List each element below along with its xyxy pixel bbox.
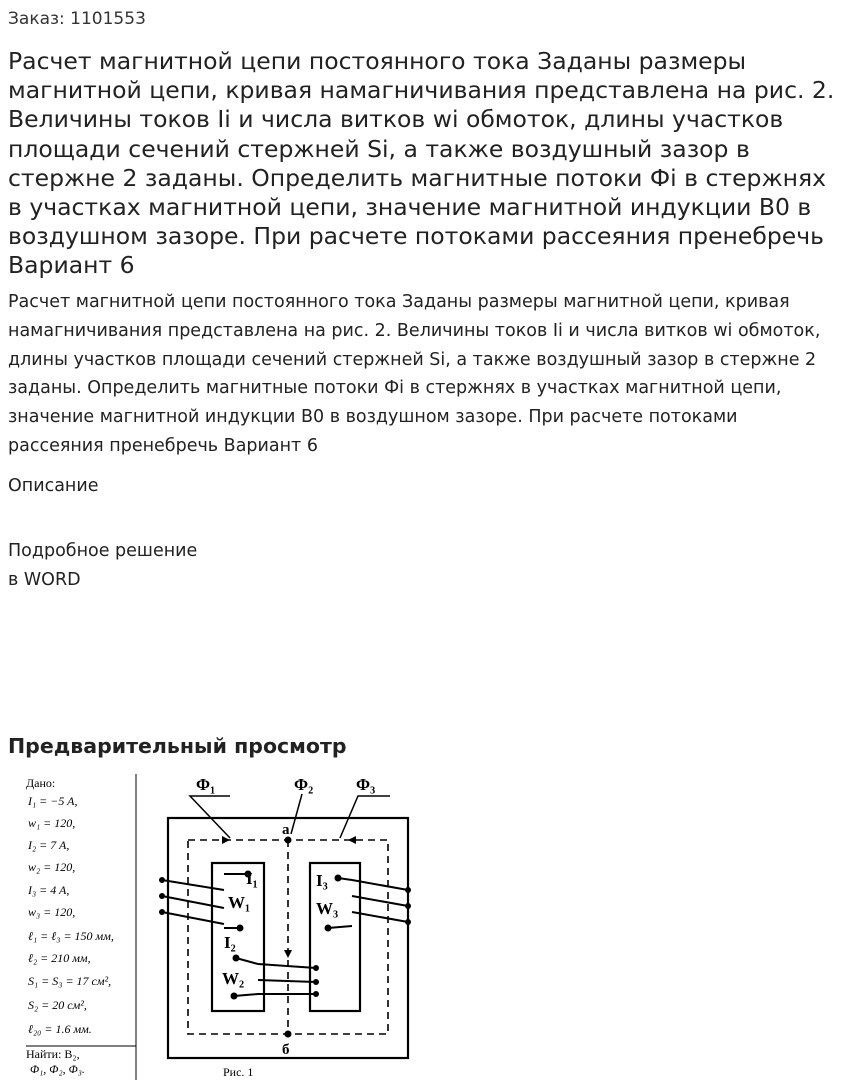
label-node-a: а [282,822,290,838]
label-i3: I₃ [316,871,328,890]
solution-line-1: Подробное решение [8,541,198,561]
given-heading: Дано: [26,776,56,790]
label-node-b: б [282,1042,290,1058]
page-title: Расчет магнитной цепи постоянного тока Заданы размеры магнитной цепи, кривая намагничивания представлена на рис. 2. Величины токов Ii и числа витков wi обмоток, длины участков площади сечений стержней Si, а также воздушный зазор в стержне 2 заданы. Определить магнитные потоки Фi в стержнях в участках магнитной цепи, значение магнитной индукции B0 в воздушном зазоре. При расчете потоками рассеяния пренебречь Вариант 6 [8,47,835,280]
given-line: w₃ = 120, [28,905,76,919]
label-phi2: Φ₂ [294,775,314,794]
label-w2: W₂ [222,969,245,988]
order-number: Заказ: 1101553 [8,9,146,29]
label-phi3: Φ₃ [356,775,376,794]
label-i1: I₁ [246,869,258,888]
flux-leaders [190,794,390,838]
given-line: I₂ = 7 A, [28,838,70,852]
given-line: ℓ₂ = 210 мм, [28,951,91,965]
preview-heading: Предварительный просмотр [8,734,347,758]
node-b [285,1031,292,1038]
given-line: I₁ = −5 A, [28,794,78,808]
given-line: ℓ₂₀ = 1.6 мм. [28,1022,92,1036]
flux-arrow [284,950,292,958]
find-line-1: Найти: B₂, [26,1047,80,1061]
find-line-2: Φ₁, Φ₂, Φ₃. [30,1062,85,1076]
flux-arrow [348,836,356,844]
description-label: Описание [8,476,99,496]
given-line: I₃ = 4 A, [28,883,70,897]
label-phi1: Φ₁ [196,775,216,794]
flux-path [188,840,388,1034]
task-text: Расчет магнитной цепи постоянного тока Заданы размеры магнитной цепи, кривая намагничивания представлена на рис. 2. Величины токов Ii и числа витков wi обмоток, длины участков площади сечений стержней Si, а также воздушный зазор в стержне 2 заданы. Определить магнитные потоки Фi в стержнях в участках магнитной цепи, значение магнитной индукции B0 в воздушном зазоре. При расчете потоками рассеяния пренебречь Вариант 6 [8,292,821,456]
given-line: S₂ = 20 см², [28,998,87,1012]
given-line: S₁ = S₃ = 17 см², [28,974,112,988]
given-line: ℓ₁ = ℓ₃ = 150 мм, [28,929,114,943]
coil-2 [234,958,316,996]
solution-note [8,537,197,595]
preview-image [18,768,438,1084]
label-w1: W₁ [228,893,251,912]
given-line: w₁ = 120, [28,816,76,830]
figure-caption: Рис. 1 [223,1065,254,1079]
label-i2: I₂ [224,933,236,952]
coil-3 [328,878,408,928]
given-line: w₂ = 120, [28,860,76,874]
label-w3: W₃ [316,899,339,918]
solution-line-2: в WORD [8,570,81,590]
